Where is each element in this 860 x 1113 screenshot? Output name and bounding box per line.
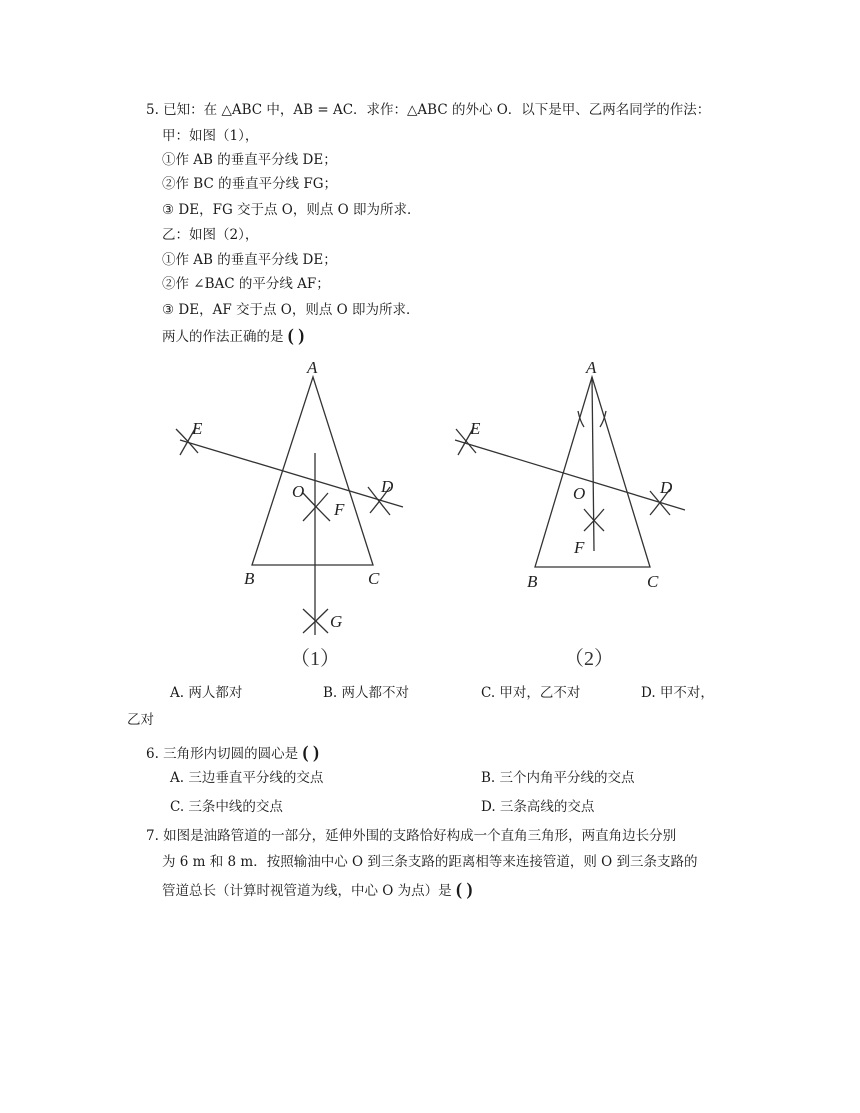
figure-2-label-o: O bbox=[573, 484, 586, 503]
figure-1-label-o: O bbox=[292, 482, 305, 501]
q6-stem-line bbox=[146, 742, 319, 764]
figure-1-label-e: E bbox=[192, 419, 203, 438]
q5-option-d[interactable]: D. 甲不对， bbox=[641, 685, 714, 701]
figure-1-label-d: D bbox=[381, 477, 394, 496]
figure-1 bbox=[176, 377, 403, 635]
q5-figures bbox=[160, 355, 700, 675]
q6-option-a[interactable]: A. 三边垂直平分线的交点 bbox=[170, 770, 324, 786]
q7-line2: 为 6 m 和 8 m．按照输油中心 O 到三条支路的距离相等来连接管道，则 O 到三条支路的 bbox=[162, 854, 698, 870]
q5-question bbox=[162, 325, 304, 347]
q5-option-d-wrap: 乙对 bbox=[127, 712, 154, 728]
q7-answer-paren[interactable]: ( ) bbox=[455, 879, 473, 899]
q5-answer-paren[interactable]: ( ) bbox=[287, 325, 305, 345]
q5-question-text: 两人的作法正确的是 bbox=[162, 329, 284, 345]
q5-jia-intro: 甲：如图（1）， bbox=[162, 128, 259, 144]
q6-stem: 6. 三角形内切圆的圆心是 bbox=[146, 746, 299, 762]
q6-answer-paren[interactable]: ( ) bbox=[302, 742, 319, 762]
figure-2-labels bbox=[469, 358, 673, 670]
q5-stem: 5. 已知：在 △ABC 中，AB = AC．求作：△ABC 的外心 O．以下是甲、乙两名同学的作法： bbox=[146, 102, 711, 118]
figure-1-triangle bbox=[252, 377, 373, 565]
figure-1-label-g: G bbox=[330, 612, 343, 631]
figure-1-labels bbox=[191, 358, 394, 670]
figure-2-label-c: C bbox=[647, 572, 659, 591]
q5-jia-step2: ②作 BC 的垂直平分线 FG； bbox=[162, 176, 338, 192]
figure-1-label-f: F bbox=[334, 500, 345, 519]
figure-2-label-a: A bbox=[586, 358, 597, 377]
figure-2-caption: （2） bbox=[564, 648, 614, 670]
figure-2-label-e: E bbox=[470, 419, 481, 438]
q5-option-b[interactable]: B. 两人都不对 bbox=[323, 685, 410, 701]
figure-1-label-a: A bbox=[307, 358, 318, 377]
figure-2 bbox=[455, 377, 685, 567]
figure-1-caption: （1） bbox=[290, 648, 340, 670]
figure-2-label-f: F bbox=[574, 538, 585, 557]
figure-2-line-af bbox=[592, 377, 594, 551]
q7-line3-wrap bbox=[162, 879, 472, 901]
q5-yi-step2: ②作 ∠BAC 的平分线 AF； bbox=[162, 276, 330, 292]
q7-line1: 7. 如图是油路管道的一部分，延伸外围的支路恰好构成一个直角三角形，两直角边长分别 bbox=[146, 828, 677, 844]
q6-option-c[interactable]: C. 三条中线的交点 bbox=[170, 799, 283, 815]
q5-yi-intro: 乙：如图（2）， bbox=[162, 227, 259, 243]
q5-option-c[interactable]: C. 甲对，乙不对 bbox=[481, 685, 581, 701]
figure-1-label-b: B bbox=[244, 569, 255, 588]
q6-option-b[interactable]: B. 三个内角平分线的交点 bbox=[481, 770, 635, 786]
figure-1-label-c: C bbox=[368, 569, 380, 588]
q5-option-a[interactable]: A. 两人都对 bbox=[170, 685, 243, 701]
figure-2-label-d: D bbox=[660, 478, 673, 497]
q5-jia-step3: ③ DE，FG 交于点 O，则点 O 即为所求． bbox=[162, 202, 421, 218]
figure-2-label-b: B bbox=[527, 572, 538, 591]
q5-jia-step1: ①作 AB 的垂直平分线 DE； bbox=[162, 152, 337, 168]
q6-option-d[interactable]: D. 三条高线的交点 bbox=[481, 799, 595, 815]
q5-yi-step1: ①作 AB 的垂直平分线 DE； bbox=[162, 252, 337, 268]
q5-yi-step3: ③ DE，AF 交于点 O，则点 O 即为所求． bbox=[162, 302, 420, 318]
q7-line3: 管道总长（计算时视管道为线，中心 O 为点）是 bbox=[162, 883, 452, 899]
